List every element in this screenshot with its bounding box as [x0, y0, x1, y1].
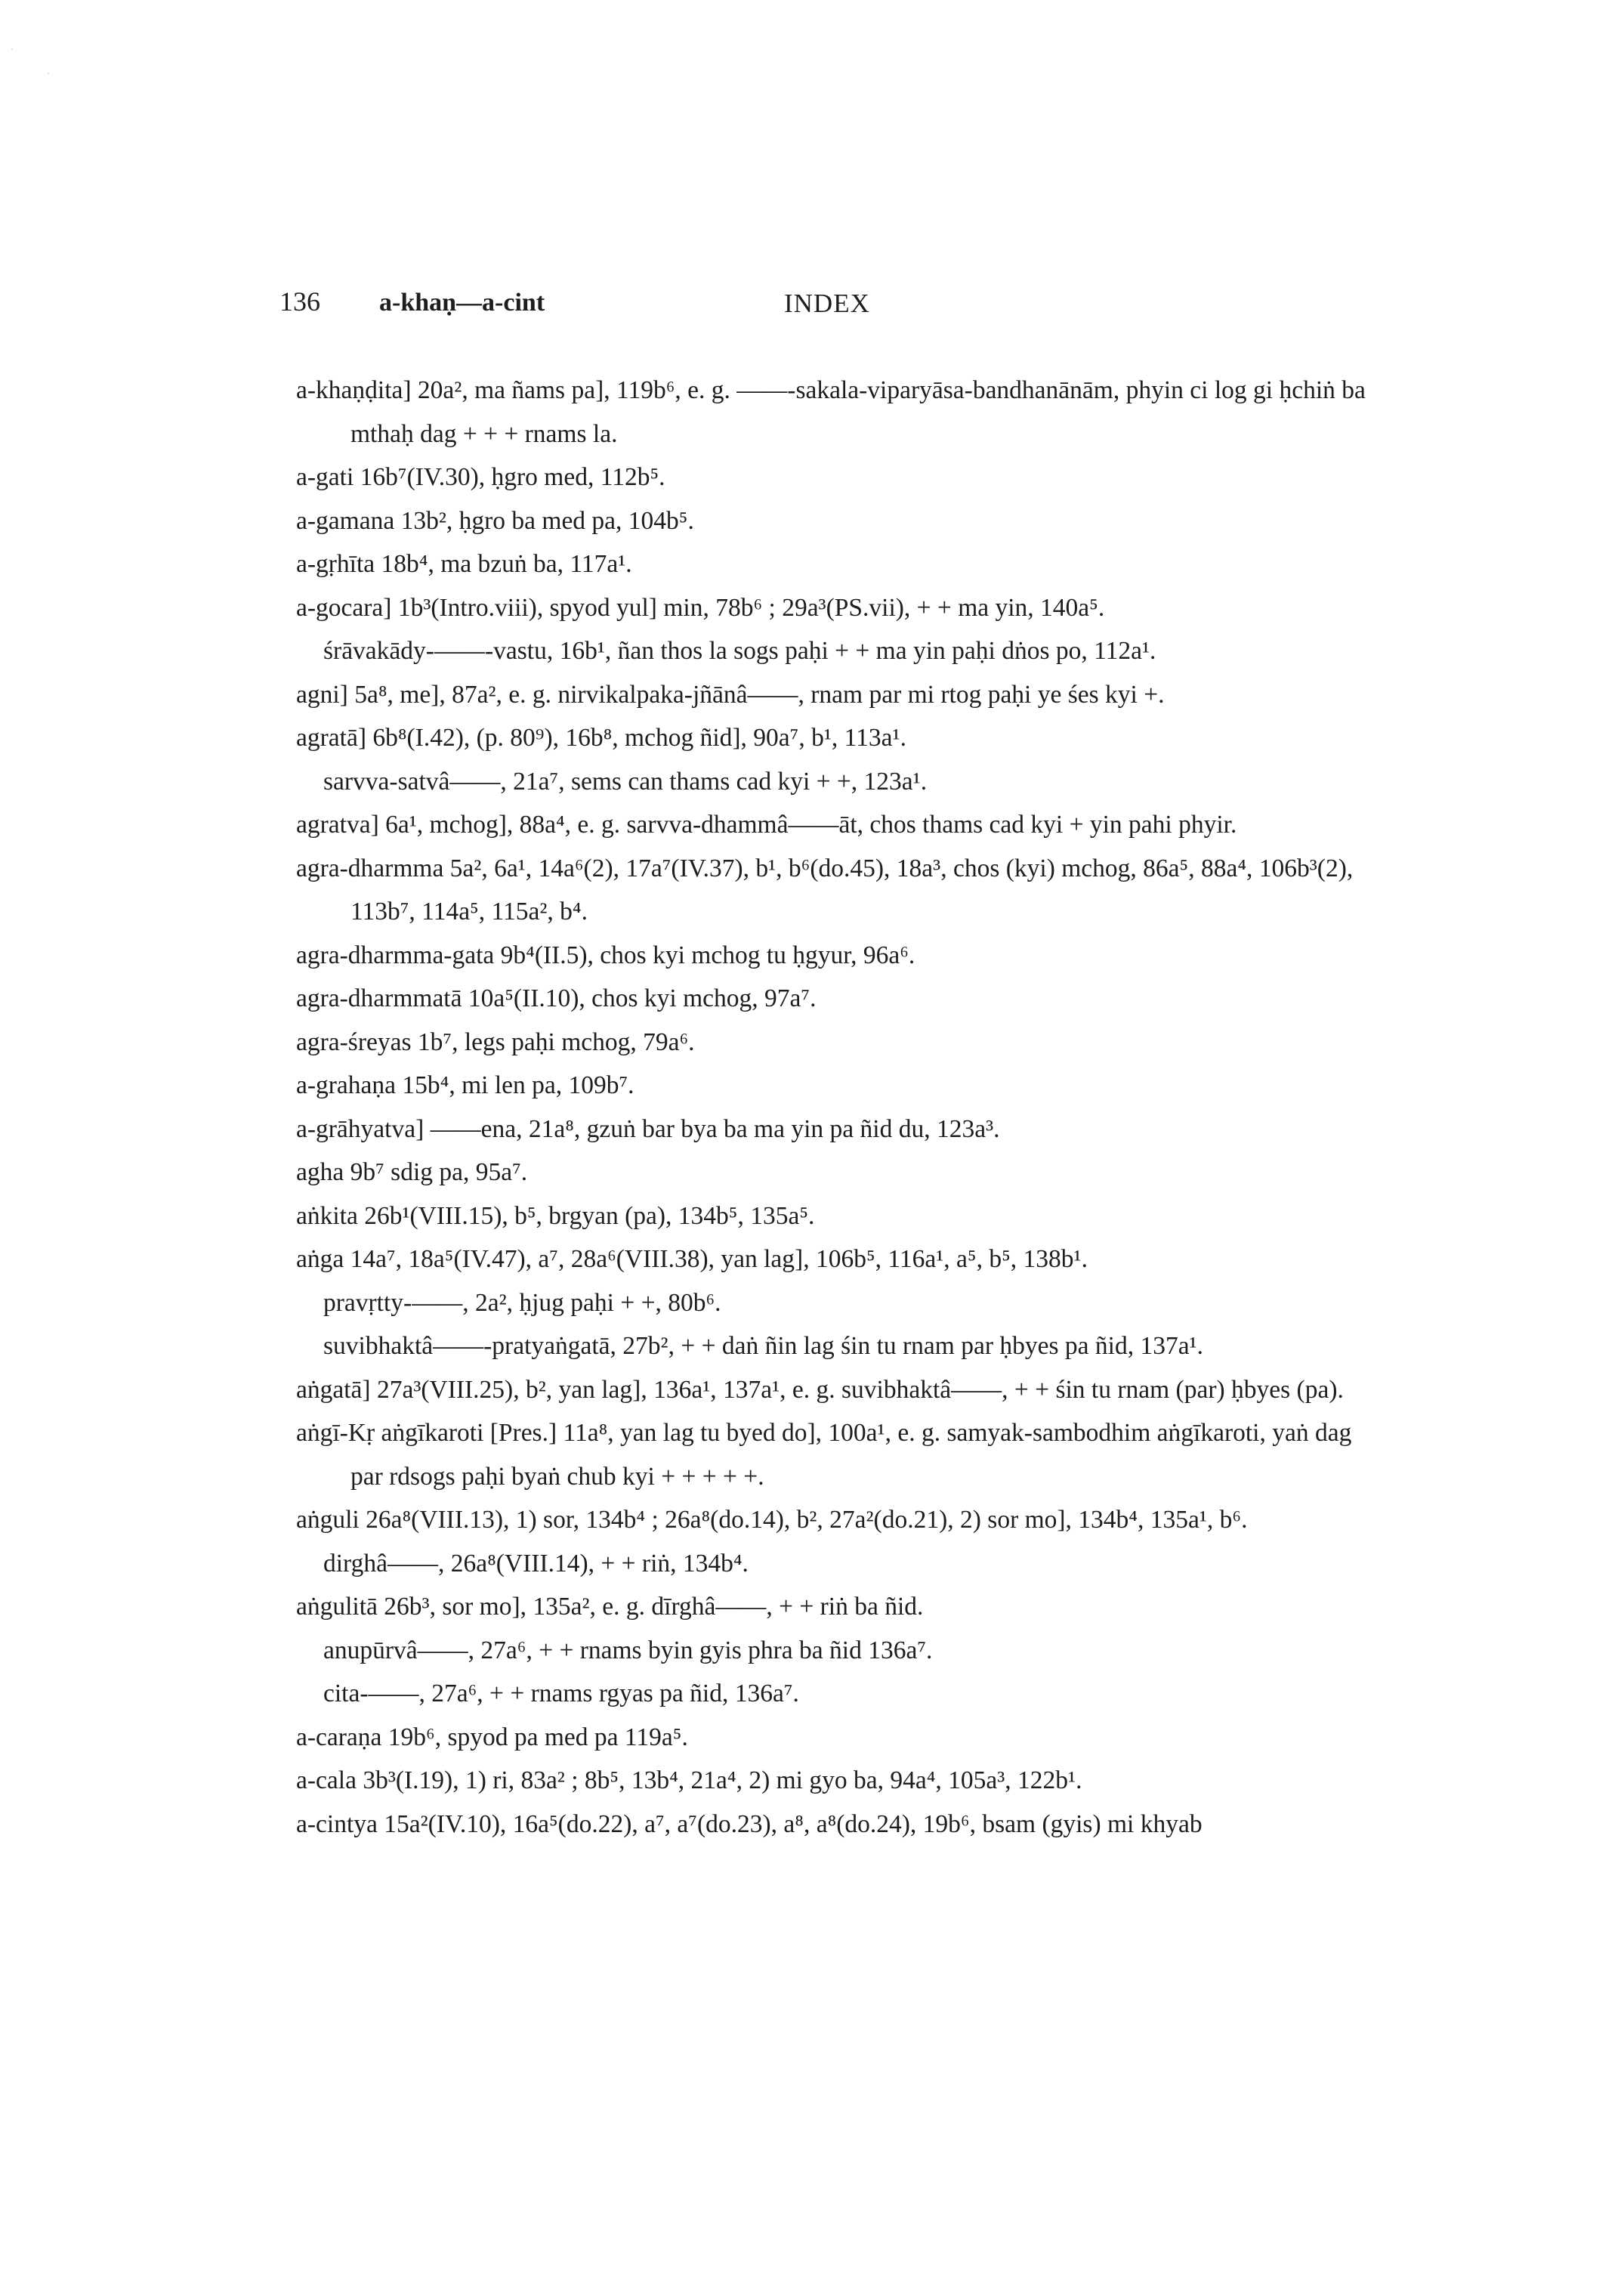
index-entry: agra-śreyas 1b⁷, legs paḥi mchog, 79a⁶.: [296, 1027, 695, 1056]
index-entry: a-gamana 13b², ḥgro ba med pa, 104b⁵.: [296, 506, 694, 535]
index-entry: aṅgī-Kṛ aṅgīkaroti [Pres.] 11a⁸, yan lag tu byed do], 100a¹, e. g. samyak-sambodhim aṅgīkaroti, yaṅ dag par rdsogs paḥi byaṅ chub kyi + + + + +.: [296, 1419, 1352, 1491]
index-subentry: cita-——, 27a⁶, + + rnams rgyas pa ñid, 136a⁷.: [323, 1680, 799, 1707]
index-subentry: anupūrvâ——, 27a⁶, + + rnams byin gyis phra ba ñid 136a⁷.: [323, 1636, 933, 1664]
index-entry: agratva] 6a¹, mchog], 88a⁴, e. g. sarvva-dhammâ——āt, chos thams cad kyi + yin pahi phyir.: [296, 811, 1237, 839]
index-entry: a-gocara] 1b³(Intro.viii), spyod yul] min, 78b⁶ ; 29a³(PS.vii), + + ma yin, 140a⁵.: [296, 593, 1105, 622]
index-entry: aṅguli 26a⁸(VIII.13), 1) sor, 134b⁴ ; 26a⁸(do.14), b², 27a²(do.21), 2) sor mo], 134b⁴, 135a¹, b⁶.: [296, 1506, 1248, 1534]
index-entry: agra-dharmmatā 10a⁵(II.10), chos kyi mchog, 97a⁷.: [296, 984, 817, 1012]
index-entry: agra-dharmma-gata 9b⁴(II.5), chos kyi mchog tu ḥgyur, 96a⁶.: [296, 941, 915, 969]
index-entry: agni] 5a⁸, me], 87a², e. g. nirvikalpaka-jñānâ——, rnam par mi rtog paḥi ye śes kyi +.: [296, 680, 1165, 709]
index-entry: a-cala 3b³(I.19), 1) ri, 83a² ; 8b⁵, 13b⁴, 21a⁴, 2) mi gyo ba, 94a⁴, 105a³, 122b¹.: [296, 1766, 1082, 1794]
running-head: a-khaṇ—a-cint: [379, 289, 545, 317]
page-number: 136: [279, 286, 320, 317]
scan-speck: ·: [47, 68, 50, 79]
index-entries: [296, 369, 1369, 1846]
index-entry: aṅkita 26b¹(VIII.15), b⁵, brgyan (pa), 134b⁵, 135a⁵.: [296, 1201, 815, 1230]
index-entry: agha 9b⁷ sdig pa, 95a⁷.: [296, 1158, 528, 1186]
index-entry: a-cintya 15a²(IV.10), 16a⁵(do.22), a⁷, a⁷(do.23), a⁸, a⁸(do.24), 19b⁶, bsam (gyis) mi khyab: [296, 1809, 1203, 1838]
index-entry: agra-dharmma 5a², 6a¹, 14a⁶(2), 17a⁷(IV.37), b¹, b⁶(do.45), 18a³, chos (kyi) mchog, 86a⁵, 88a⁴, 106b³(2), 113b⁷, 114a⁵, 115a², b⁴.: [296, 854, 1354, 926]
section-title: INDEX: [784, 289, 870, 318]
index-entry: aṅgulitā 26b³, sor mo], 135a², e. g. dīrghâ——, + + riṅ ba ñid.: [296, 1593, 924, 1621]
index-entry: a-gati 16b⁷(IV.30), ḥgro med, 112b⁵.: [296, 463, 665, 491]
index-entry: a-gṛhīta 18b⁴, ma bzuṅ ba, 117a¹.: [296, 550, 632, 578]
index-subentry: sarvva-satvâ——, 21a⁷, sems can thams cad kyi + +, 123a¹.: [323, 767, 928, 796]
index-subentry: dirghâ——, 26a⁸(VIII.14), + + riṅ, 134b⁴.: [323, 1549, 749, 1578]
index-entry: a-grahaṇa 15b⁴, mi len pa, 109b⁷.: [296, 1071, 634, 1099]
index-subentry: pravṛtty-——, 2a², ḥjug paḥi + +, 80b⁶.: [323, 1288, 721, 1317]
index-entry: a-caraṇa 19b⁶, spyod pa med pa 119a⁵.: [296, 1723, 688, 1751]
index-entry: aṅga 14a⁷, 18a⁵(IV.47), a⁷, 28a⁶(VIII.38), yan lag], 106b⁵, 116a¹, a⁵, b⁵, 138b¹.: [296, 1245, 1088, 1273]
index-entry: a-khaṇḍita] 20a², ma ñams pa], 119b⁶, e. g. ——-sakala-viparyāsa-bandhanānām, phyin ci log gi ḥchiṅ ba mthaḥ dag + + + rnams la.: [296, 376, 1366, 448]
index-entry: agratā] 6b⁸(I.42), (p. 80⁹), 16b⁸, mchog ñid], 90a⁷, b¹, 113a¹.: [296, 724, 906, 752]
index-entry: a-grāhyatva] ——ena, 21a⁸, gzuṅ bar bya ba ma yin pa ñid du, 123a³.: [296, 1114, 1000, 1143]
scan-speck: ·: [11, 44, 14, 54]
index-entry: aṅgatā] 27a³(VIII.25), b², yan lag], 136a¹, 137a¹, e. g. suvibhaktâ——, + + śin tu rnam (par) ḥbyes (pa).: [296, 1375, 1344, 1404]
index-subentry: suvibhaktâ——-pratyaṅgatā, 27b², + + daṅ ñin lag śin tu rnam par ḥbyes pa ñid, 137a¹.: [323, 1332, 1203, 1360]
page-header: [279, 286, 1352, 323]
index-subentry: śrāvakādy-——-vastu, 16b¹, ñan thos la sogs paḥi + + ma yin paḥi dṅos po, 112a¹.: [323, 637, 1156, 665]
